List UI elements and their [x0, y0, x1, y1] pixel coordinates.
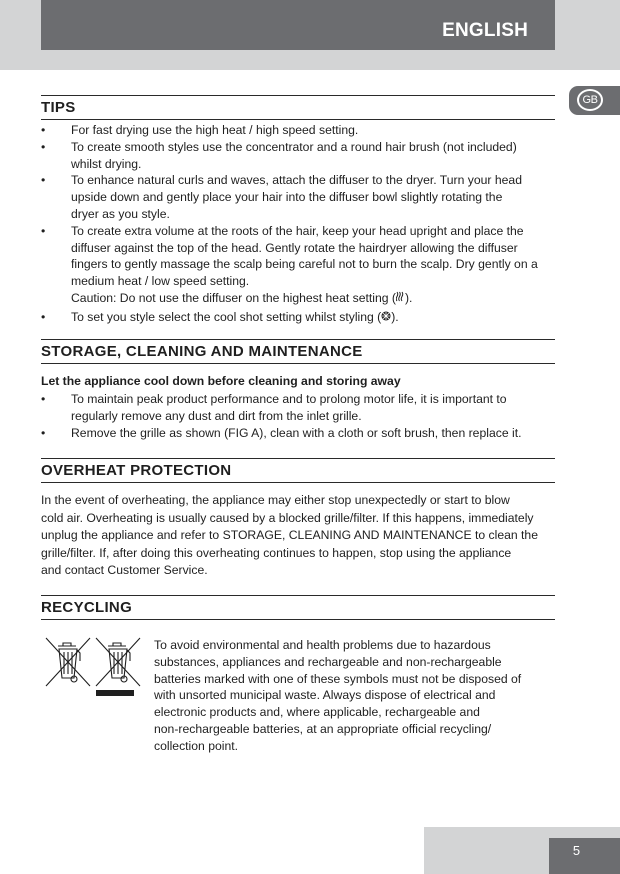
- list-item: • To create extra volume at the roots of the hair, keep your head upright and place the diffuser against the top of the head. Gently rotate the hairdryer allowing the diffuser fingers to gently massage the scalp being careful not to burn the scalp. Dry gently on a medium heat / low speed setting. Caution: Do not use the diffuser on the highest heat setting ( ).: [41, 223, 556, 309]
- tips-list: [41, 122, 556, 328]
- crossed-bin-icon: [44, 636, 92, 688]
- storage-subheading: Let the appliance cool down before cleaning and storing away: [41, 374, 401, 388]
- tips-heading: [41, 95, 555, 120]
- recycling-paragraph: To avoid environmental and health problems due to hazardous substances, appliances and rechargeable and non-rechargeable batteries marked with one of these symbols must not be disposed of with unsorted municipal waste. Always dispose of electrical and electronic products and, where applicable, rechargeable and non-rechargeable batteries, at an appropriate official recycling/ collection point.: [154, 638, 522, 753]
- caution-line: Caution: Do not use the diffuser on the highest heat setting ( ).: [71, 290, 556, 309]
- high-heat-icon: [396, 291, 405, 309]
- language-title: ENGLISH: [442, 20, 528, 41]
- list-item: • Remove the grille as shown (FIG A), clean with a cloth or soft brush, then replace it.: [41, 425, 522, 440]
- cool-shot-icon: [381, 311, 391, 328]
- page-number: 5: [572, 843, 581, 858]
- overheat-heading-text: OVERHEAT PROTECTION: [41, 462, 232, 479]
- recycling-heading: [41, 595, 555, 620]
- tips-heading-text: TIPS: [41, 99, 76, 116]
- gb-badge: GB: [577, 89, 603, 111]
- list-item: • To enhance natural curls and waves, attach the diffuser to the dryer. Turn your head upside down and gently place your hair into the diffuser bowl slightly rotating the dryer as you style.: [41, 173, 522, 221]
- list-item: • To set you style select the cool shot setting whilst styling ( ).: [41, 309, 556, 328]
- list-item: • To create smooth styles use the concentrator and a round hair brush (not included) whilst drying.: [41, 139, 517, 171]
- overheat-paragraph: In the event of overheating, the appliance may either stop unexpectedly or start to blow cold air. Overheating is usually caused by a blocked grille/filter. If this happens, immediately unplug the appliance and refer to STORAGE, CLEANING AND MAINTENANCE to clean the grille/filter. If, after doing this overheating continues to happen, stop using the appliance and contact Customer Service.: [41, 493, 538, 578]
- list-item: • To maintain peak product performance and to prolong motor life, it is important to regularly remove any dust and dirt from the inlet grille.: [41, 392, 507, 423]
- header-box: [41, 0, 555, 50]
- page-number-box: [549, 838, 620, 874]
- recycling-heading-text: RECYCLING: [41, 599, 133, 616]
- crossed-bin-with-bar-icon: [94, 636, 142, 698]
- recycling-icons: [44, 636, 144, 696]
- list-item: • For fast drying use the high heat / high speed setting.: [41, 123, 359, 137]
- storage-list: [41, 391, 556, 441]
- overheat-heading: [41, 458, 555, 483]
- language-tab: [569, 86, 620, 115]
- storage-heading-text: STORAGE, CLEANING AND MAINTENANCE: [41, 343, 363, 360]
- storage-heading: [41, 339, 555, 364]
